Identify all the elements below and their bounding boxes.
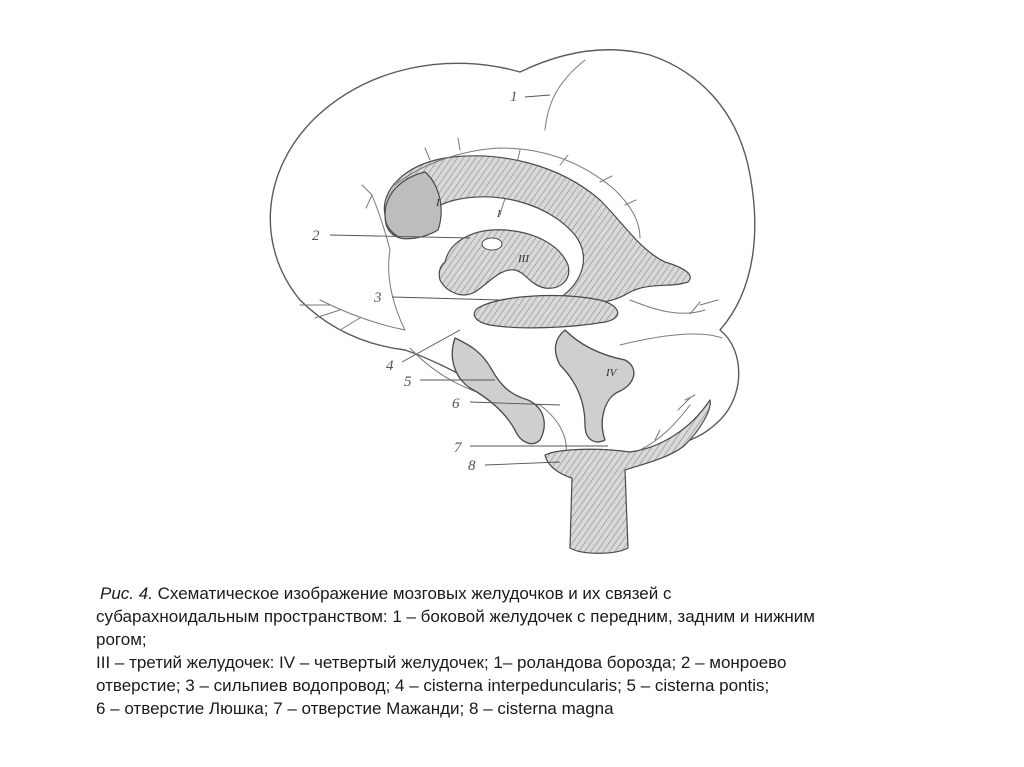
caption-line-6: 6 – отверстие Люшка; 7 – отверстие Мажанди; 8 – cisterna magna: [96, 699, 614, 718]
caption-line-4: III – третий желудочек: IV – четвертый желудочек; 1– роландова борозда; 2 – монроево: [96, 653, 787, 672]
vessel-posterior: [630, 300, 718, 314]
leader-1: [525, 95, 550, 97]
label-4: 4: [386, 358, 394, 374]
caption-figure-number: Рис. 4.: [100, 584, 153, 603]
leader-3: [392, 297, 500, 300]
label-lateral-ventricle-b: I: [497, 208, 501, 220]
caption-line-2: субарахноидальным пространством: 1 – боковой желудочек с передним, задним и нижним: [96, 607, 815, 626]
caption-line-1-text: Схематическое изображение мозговых желудочков и их связей с: [152, 584, 672, 603]
label-lateral-ventricle: I: [436, 197, 440, 209]
label-6: 6: [452, 396, 460, 412]
basal-cisterns: [452, 338, 544, 444]
label-2: 2: [312, 228, 320, 244]
spinal-canal: [545, 400, 710, 553]
label-3: 3: [374, 290, 382, 306]
figure-caption: [96, 582, 976, 720]
label-8: 8: [468, 458, 476, 474]
interthalamic-adhesion: [482, 238, 502, 250]
vessel-orbital: [300, 300, 405, 330]
label-fourth-ventricle: IV: [606, 367, 617, 379]
label-1: 1: [510, 89, 518, 105]
leader-4: [402, 330, 460, 362]
label-third-ventricle: III: [518, 253, 529, 265]
label-5: 5: [404, 374, 412, 390]
anterior-horn: [385, 172, 441, 239]
cerebral-aqueduct: [474, 296, 618, 328]
caption-line-5: отверстие; 3 – сильпиев водопровод; 4 – cisterna interpeduncularis; 5 – cisterna pontis;: [96, 676, 770, 695]
label-7: 7: [454, 440, 462, 456]
third-ventricle: [439, 230, 569, 295]
parietal-boundary: [545, 60, 585, 130]
caption-line-1: [96, 582, 976, 605]
fourth-ventricle: [555, 330, 633, 442]
cerebellum-outline: [620, 334, 722, 345]
caption-line-3: рогом;: [96, 630, 147, 649]
